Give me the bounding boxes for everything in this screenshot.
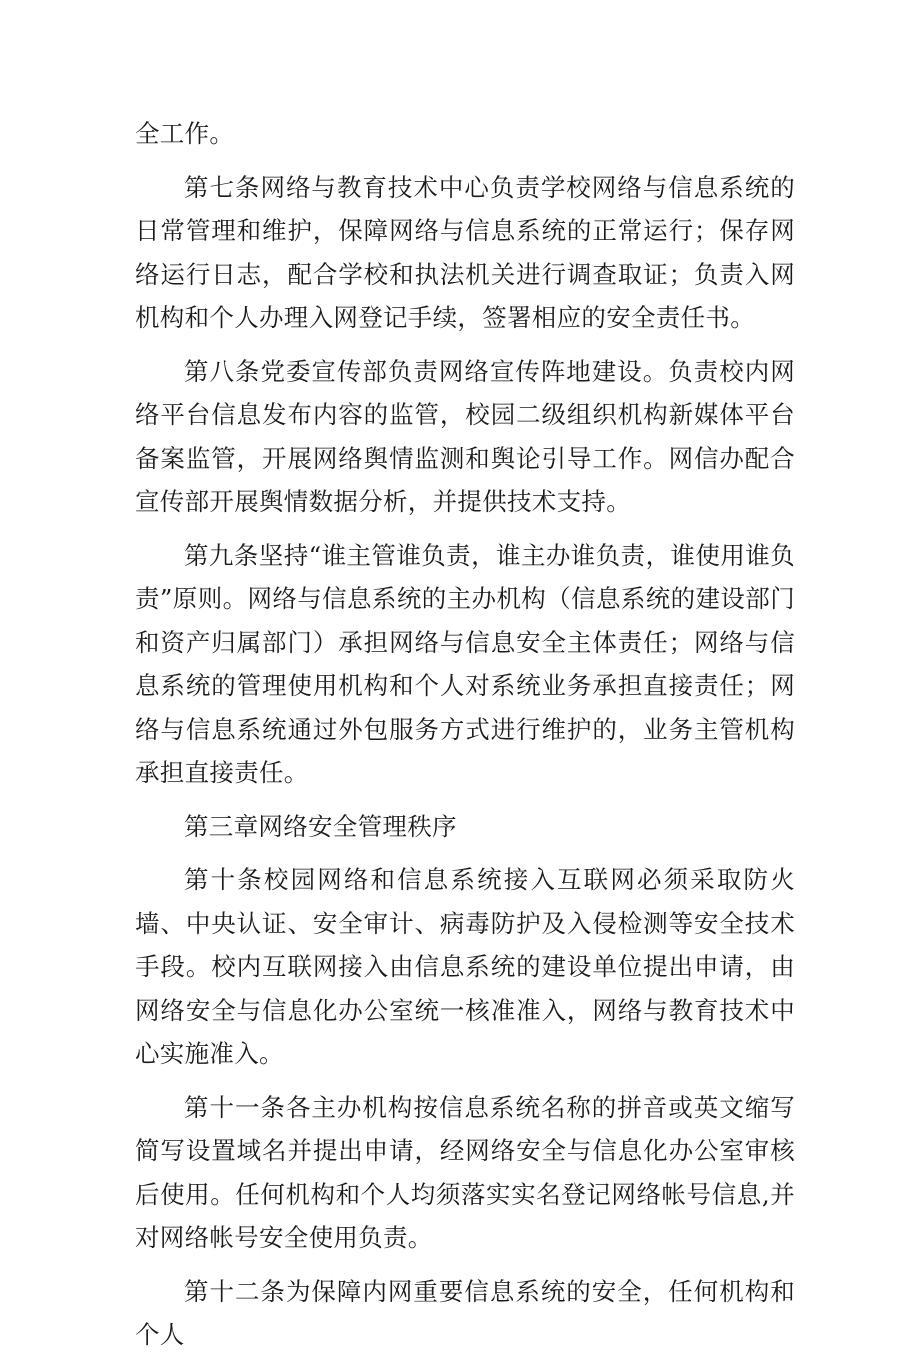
chapter-heading-3: 第三章网络安全管理秩序: [184, 811, 457, 841]
paragraph-article-9: 第九条坚持“谁主管谁负责，谁主办谁负责，谁使用谁负责”原则。网络与信息系统的主办机构（信息系统的建设部门和资产归属部门）承担网络与信息安全主体责任；网络与信息系统的管理使用机构和个人对系统业务承担直接责任；网络与信息系统通过外包服务方式进行维护的，业务主管机构承担直接责任。: [135, 540, 795, 787]
document-body: [135, 112, 795, 1367]
paragraph-article-8: 第八条党委宣传部负责网络宣传阵地建设。负责校内网络平台信息发布内容的监管，校园二级组织机构新媒体平台备案监管，开展网络舆情监测和舆论引导工作。网信办配合宣传部开展舆情数据分析，并提供技术支持。: [135, 356, 795, 516]
paragraph-article-7: 第七条网络与教育技术中心负责学校网络与信息系统的日常管理和维护，保障网络与信息系统的正常运行；保存网络运行日志，配合学校和执法机关进行调查取证；负责入网机构和个人办理入网登记手续，签署相应的安全责任书。: [135, 172, 795, 332]
paragraph-article-10: 第十条校园网络和信息系统接入互联网必须采取防火墙、中央认证、安全审计、病毒防护及入侵检测等安全技术手段。校内互联网接入由信息系统的建设单位提出申请，由网络安全与信息化办公室统一核准准入，网络与教育技术中心实施准入。: [135, 865, 795, 1068]
paragraph-article-12: 第十二条为保障内网重要信息系统的安全，任何机构和个人: [135, 1276, 795, 1349]
paragraph-continuation: 全工作。: [135, 119, 235, 148]
paragraph-article-11: 第十一条各主办机构按信息系统名称的拼音或英文缩写简写设置域名并提出申请，经网络安全与信息化办公室审核后使用。任何机构和个人均须落实实名登记网络帐号信息,并对网络帐号安全使用负责。: [135, 1092, 795, 1252]
